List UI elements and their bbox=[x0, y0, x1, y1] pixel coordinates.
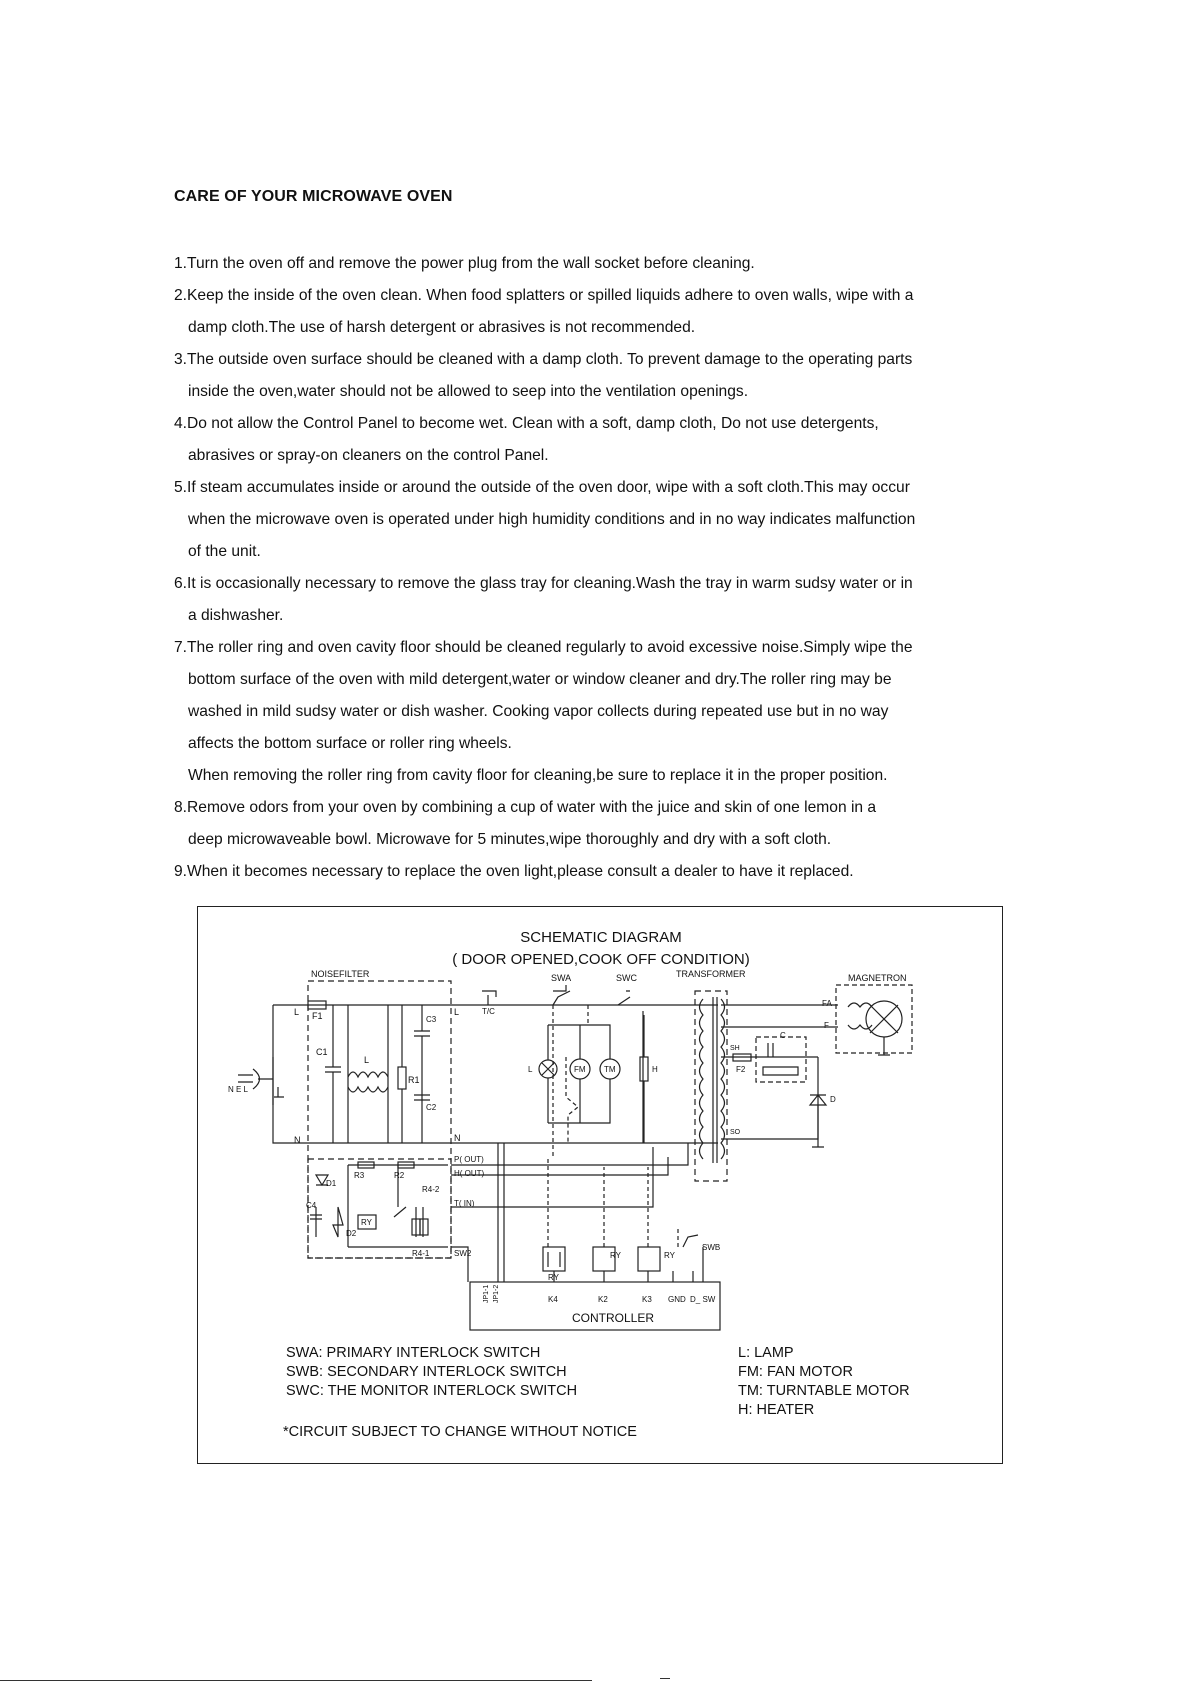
label-ry-k4: RY bbox=[548, 1273, 559, 1282]
schematic-diagram bbox=[197, 906, 1003, 1464]
instruction-line: affects the bottom surface or roller ring wheels. bbox=[188, 735, 512, 752]
legend-switches bbox=[286, 1344, 577, 1401]
label-c: C bbox=[780, 1031, 786, 1040]
instruction-line: of the unit. bbox=[188, 543, 261, 560]
legend-swc: SWC: THE MONITOR INTERLOCK SWITCH bbox=[286, 1383, 578, 1399]
label-swa: SWA bbox=[551, 973, 572, 983]
instruction-line: 6.It is occasionally necessary to remove the glass tray for cleaning.Wash the tray in warm sudsy water or in bbox=[174, 575, 913, 592]
label-k4: K4 bbox=[548, 1295, 558, 1304]
legend-fan-motor: FM: FAN MOTOR bbox=[738, 1364, 853, 1380]
label-t-in: T( IN) bbox=[454, 1199, 475, 1208]
label-sw2: SW2 bbox=[454, 1249, 472, 1258]
label-n-in: N bbox=[294, 1135, 301, 1145]
label-gnd: GND bbox=[668, 1295, 686, 1304]
legend-swa: SWA: PRIMARY INTERLOCK SWITCH bbox=[286, 1345, 541, 1361]
magnetron-box bbox=[836, 985, 912, 1053]
label-magnetron: MAGNETRON bbox=[848, 973, 907, 983]
label-k2: K2 bbox=[598, 1295, 608, 1304]
label-jp1-2: JP1-2 bbox=[493, 1284, 500, 1303]
instruction-line: When removing the roller ring from cavity floor for cleaning,be sure to replace it in the proper position. bbox=[188, 767, 888, 784]
label-r4-2: R4-2 bbox=[422, 1185, 440, 1194]
label-d2: D2 bbox=[346, 1229, 357, 1238]
label-r3: R3 bbox=[354, 1171, 365, 1180]
page-title: CARE OF YOUR MICROWAVE OVEN bbox=[174, 188, 453, 205]
instruction-line: abrasives or spray-on cleaners on the control Panel. bbox=[188, 447, 549, 464]
schematic-subtitle: ( DOOR OPENED,COOK OFF CONDITION) bbox=[452, 951, 750, 968]
legend-lamp: L: LAMP bbox=[738, 1345, 794, 1361]
instruction-line: inside the oven,water should not be allowed to seep into the ventilation openings. bbox=[188, 383, 749, 400]
label-ry-k3: RY bbox=[664, 1251, 675, 1260]
footer-mark bbox=[660, 1678, 670, 1679]
label-sh: SH bbox=[730, 1045, 740, 1052]
instruction-line: 5.If steam accumulates inside or around the outside of the oven door, wipe with a soft cloth.This may occur bbox=[174, 479, 910, 496]
instruction-line: deep microwaveable bowl. Microwave for 5 minutes,wipe thoroughly and dry with a soft cloth. bbox=[188, 831, 832, 848]
schematic-title: SCHEMATIC DIAGRAM bbox=[520, 929, 682, 946]
label-k3: K3 bbox=[642, 1295, 652, 1304]
label-d: D bbox=[830, 1095, 836, 1104]
label-d1: D1 bbox=[326, 1179, 337, 1188]
label-h: H bbox=[652, 1065, 658, 1074]
label-n-out: N bbox=[454, 1133, 461, 1143]
label-swc: SWC bbox=[616, 973, 637, 983]
legend-turntable-motor: TM: TURNTABLE MOTOR bbox=[738, 1383, 910, 1399]
label-ry-k2: RY bbox=[610, 1251, 621, 1260]
care-instructions-list bbox=[174, 248, 1084, 888]
instruction-line: 9.When it becomes necessary to replace the oven light,please consult a dealer to have it replaced. bbox=[174, 863, 854, 880]
instruction-line: 4.Do not allow the Control Panel to become wet. Clean with a soft, damp cloth, Do not use detergents, bbox=[174, 415, 879, 432]
legend-heater: H: HEATER bbox=[738, 1402, 815, 1418]
instruction-line: washed in mild sudsy water or dish washer. Cooking vapor collects during repeated use but in no way bbox=[188, 703, 889, 720]
label-coil-l: L bbox=[364, 1055, 370, 1065]
label-l-in: L bbox=[294, 1007, 300, 1017]
legend-swb: SWB: SECONDARY INTERLOCK SWITCH bbox=[286, 1364, 567, 1380]
label-f2: F2 bbox=[736, 1065, 746, 1074]
instruction-line: 3.The outside oven surface should be cleaned with a damp cloth. To prevent damage to the operating parts bbox=[174, 351, 913, 368]
instruction-line: 8.Remove odors from your oven by combining a cup of water with the juice and skin of one lemon in a bbox=[174, 799, 877, 816]
label-r1: R1 bbox=[408, 1075, 420, 1085]
label-c3: C3 bbox=[426, 1015, 437, 1024]
label-r2: R2 bbox=[394, 1171, 405, 1180]
label-f: F bbox=[824, 1021, 829, 1030]
label-c2: C2 bbox=[426, 1103, 437, 1112]
label-f1: F1 bbox=[312, 1011, 323, 1021]
instruction-line: damp cloth.The use of harsh detergent or abrasives is not recommended. bbox=[188, 319, 696, 336]
label-p-out: P( OUT) bbox=[454, 1155, 484, 1164]
label-fa: FA bbox=[822, 999, 832, 1008]
label-swb: SWB bbox=[702, 1243, 721, 1252]
label-c1: C1 bbox=[316, 1047, 328, 1057]
instruction-line: bottom surface of the oven with mild detergent,water or window cleaner and dry.The roller ring may be bbox=[188, 671, 892, 688]
label-tm: TM bbox=[604, 1065, 616, 1074]
label-ry-left: RY bbox=[361, 1218, 372, 1227]
label-c4: C4 bbox=[306, 1201, 317, 1210]
label-fm: FM bbox=[574, 1065, 586, 1074]
label-so: SO bbox=[730, 1129, 741, 1136]
instruction-line: 7.The roller ring and oven cavity floor should be cleaned regularly to avoid excessive noise.Simply wipe the bbox=[174, 639, 913, 656]
label-l-out: L bbox=[454, 1007, 460, 1017]
legend-components bbox=[738, 1344, 910, 1420]
label-controller: CONTROLLER bbox=[572, 1311, 655, 1325]
label-r4-1: R4-1 bbox=[412, 1249, 430, 1258]
label-noise-filter: NOISEFILTER bbox=[311, 969, 370, 979]
footer-rule bbox=[0, 1680, 592, 1681]
label-tc: T/C bbox=[482, 1007, 495, 1016]
instruction-line: when the microwave oven is operated under high humidity conditions and in no way indicates malfunction bbox=[188, 511, 916, 528]
circuit-note: *CIRCUIT SUBJECT TO CHANGE WITHOUT NOTICE bbox=[283, 1424, 637, 1440]
label-h-out: H( OUT) bbox=[454, 1169, 485, 1178]
label-lamp: L bbox=[528, 1065, 533, 1074]
label-transformer: TRANSFORMER bbox=[676, 969, 746, 979]
instruction-line: 2.Keep the inside of the oven clean. When food splatters or spilled liquids adhere to oven walls, wipe with a bbox=[174, 287, 914, 304]
instruction-line: 1.Turn the oven off and remove the power plug from the wall socket before cleaning. bbox=[174, 255, 755, 272]
instruction-line: a dishwasher. bbox=[188, 607, 284, 624]
label-d-sw: D_ SW bbox=[690, 1295, 716, 1304]
label-nel: N E L bbox=[228, 1085, 249, 1094]
label-jp1-1: JP1-1 bbox=[483, 1284, 490, 1303]
